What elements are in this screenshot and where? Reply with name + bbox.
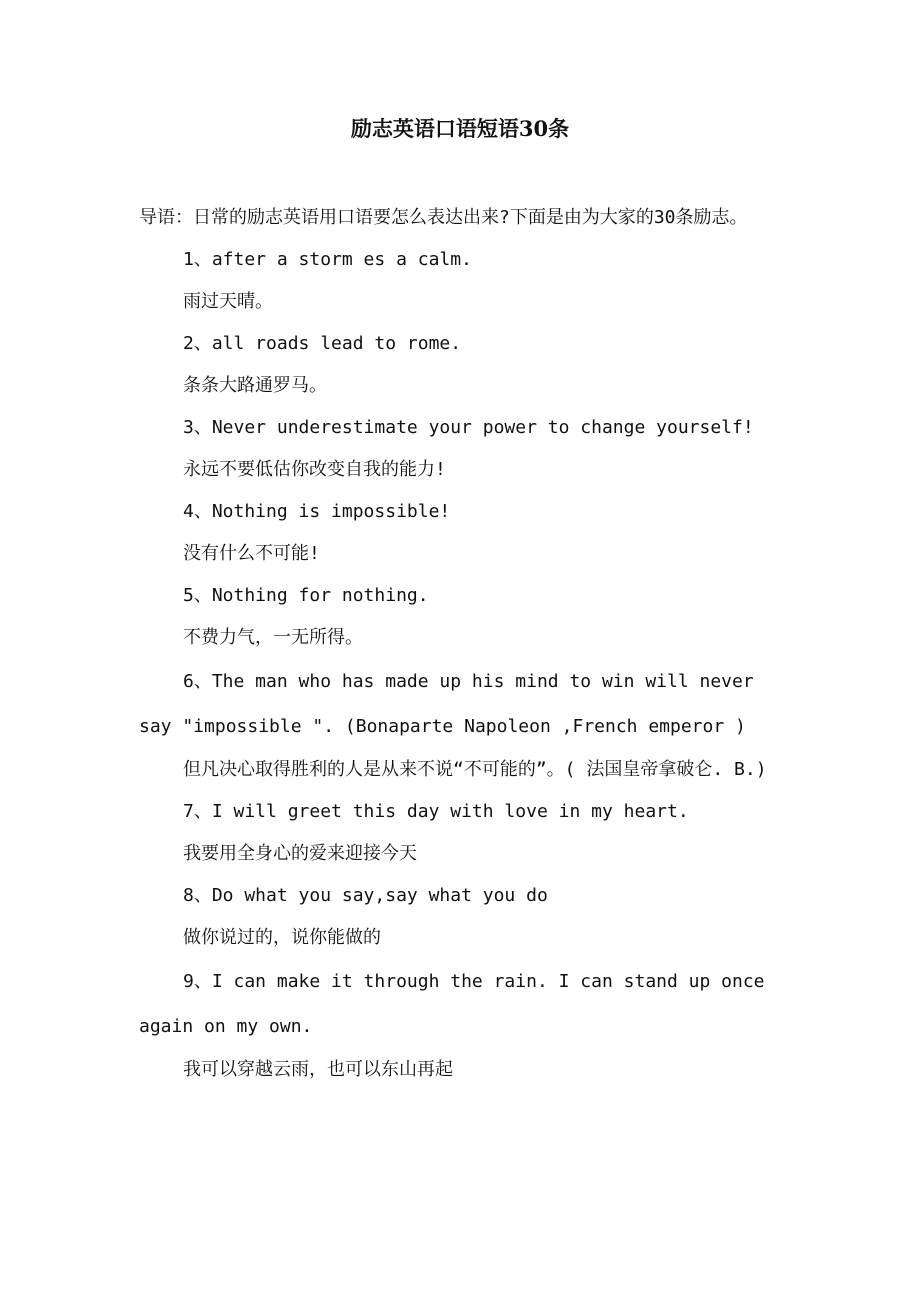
phrase-chinese: 不费力气，一无所得。 <box>183 627 363 648</box>
phrase-chinese: 但凡决心取得胜利的人是从来不说“不可能的”。( 法国皇帝拿破仑. B.) <box>183 759 767 780</box>
phrase-english: 4、Nothing is impossible! <box>183 501 451 522</box>
intro-paragraph: 导语：日常的励志英语用口语要怎么表达出来?下面是由为大家的30条励志。 <box>139 207 748 228</box>
phrase-chinese: 雨过天晴。 <box>183 291 273 312</box>
phrase-english: 5、Nothing for nothing. <box>183 585 429 606</box>
phrase-english: 6、The man who has made up his mind to win will never say "impossible ". (Bonaparte Napoleon ,French emperor ) <box>139 671 754 737</box>
phrase-english: 9、I can make it through the rain. I can stand up once again on my own. <box>139 971 765 1037</box>
phrase-chinese: 永远不要低估你改变自我的能力! <box>183 459 446 480</box>
phrase-chinese: 做你说过的，说你能做的 <box>183 927 381 948</box>
phrase-chinese: 我要用全身心的爱来迎接今天 <box>183 843 417 864</box>
phrase-english: 3、Never underestimate your power to change yourself! <box>183 417 754 438</box>
phrase-chinese: 我可以穿越云雨，也可以东山再起 <box>183 1059 453 1080</box>
phrase-english: 1、after a storm es a calm. <box>183 249 472 270</box>
phrase-chinese: 条条大路通罗马。 <box>183 375 327 396</box>
document-title: 励志英语口语短语30条 <box>350 116 570 141</box>
document-body <box>139 197 779 1091</box>
phrase-chinese: 没有什么不可能! <box>183 543 320 564</box>
phrase-english: 8、Do what you say,say what you do <box>183 885 548 906</box>
phrase-english: 2、all roads lead to rome. <box>183 333 462 354</box>
phrase-english: 7、I will greet this day with love in my heart. <box>183 801 689 822</box>
